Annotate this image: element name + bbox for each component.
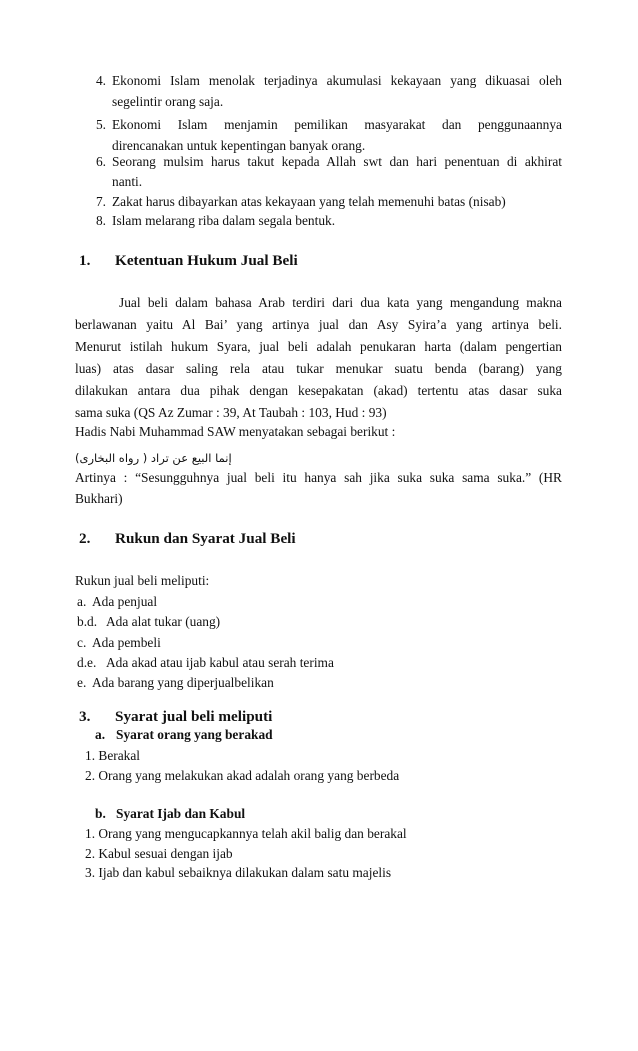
- list-item-number: 8.: [95, 213, 106, 228]
- subsection-label: b.: [95, 806, 106, 821]
- rukun-item-label: c.: [77, 635, 87, 650]
- list-item-line: Seorang mulsim harus takut kepada Allah swt dan hari penentuan di akhirat: [112, 154, 562, 169]
- list-item-line: direncanakan untuk kepentingan banyak orang.: [112, 138, 366, 153]
- syarat-item: 2. Orang yang melakukan akad adalah orang yang berbeda: [85, 768, 400, 783]
- list-item-number: 4.: [95, 73, 106, 88]
- rukun-item-label: d.e.: [77, 655, 97, 670]
- section-title: Rukun dan Syarat Jual Beli: [115, 530, 296, 547]
- list-item-number: 7.: [95, 194, 106, 209]
- list-item-number: 5.: [95, 117, 106, 132]
- rukun-item-text: Ada akad atau ijab kabul atau serah terima: [106, 655, 334, 670]
- paragraph-line: sama suka (QS Az Zumar : 39, At Taubah : 103, Hud : 93): [75, 405, 387, 420]
- syarat-item: 1. Orang yang mengucapkannya telah akil balig dan berakal: [85, 826, 407, 841]
- paragraph-line: berlawanan yaitu Al Bai’ yang artinya jual dan Asy Syira’a yang artinya beli.: [75, 317, 562, 332]
- section-title: Ketentuan Hukum Jual Beli: [115, 252, 298, 269]
- paragraph-line: Jual beli dalam bahasa Arab terdiri dari dua kata yang mengandung makna: [119, 295, 562, 310]
- hadis-intro: Hadis Nabi Muhammad SAW menyatakan sebagai berikut :: [75, 424, 396, 439]
- rukun-item-text: Ada barang yang diperjualbelikan: [92, 675, 274, 690]
- section-number: 2.: [79, 530, 91, 547]
- rukun-intro: Rukun jual beli meliputi:: [75, 573, 210, 588]
- rukun-item-text: Ada pembeli: [92, 635, 161, 650]
- rukun-item-text: Ada penjual: [92, 594, 158, 609]
- rukun-item-label: e.: [77, 675, 87, 690]
- arabic-hadith-text: إنما البيع عن تراد ( رواه البخارى): [75, 451, 232, 465]
- list-item-line: Zakat harus dibayarkan atas kekayaan yang telah memenuhi batas (nisab): [112, 194, 506, 209]
- rukun-item-text: Ada alat tukar (uang): [106, 614, 221, 629]
- subsection-title: Syarat orang yang berakad: [116, 727, 273, 742]
- paragraph-line: luas) atas dasar saling rela atau tukar menukar suatu benda (barang) yang: [75, 361, 562, 376]
- subsection-label: a.: [95, 727, 106, 742]
- list-item-line: Ekonomi Islam menjamin pemilikan masyarakat dan penggunaannya: [112, 117, 562, 132]
- list-item-number: 6.: [95, 154, 106, 169]
- list-item-line: Ekonomi Islam menolak terjadinya akumulasi kekayaan yang dikuasai oleh: [112, 73, 562, 88]
- rukun-item-label: a.: [77, 594, 87, 609]
- section-number: 3.: [79, 708, 91, 725]
- paragraph-line: Menurut istilah hukum Syara, jual beli adalah penukaran harta (dalam pengertian: [75, 339, 562, 354]
- artinya-line: Bukhari): [75, 491, 123, 506]
- syarat-item: 1. Berakal: [85, 748, 141, 763]
- artinya-line: Artinya : “Sesungguhnya jual beli itu hanya sah jika suka suka sama suka.” (HR: [75, 470, 562, 485]
- list-item-line: segelintir orang saja.: [112, 94, 224, 109]
- syarat-item: 3. Ijab dan kabul sebaiknya dilakukan dalam satu majelis: [85, 865, 392, 880]
- rukun-item-label: b.d.: [77, 614, 98, 629]
- paragraph-line: dilakukan antara dua pihak dengan kesepakatan (akad) tertentu atas dasar suka: [75, 383, 562, 398]
- list-item-line: Islam melarang riba dalam segala bentuk.: [112, 213, 336, 228]
- syarat-item: 2. Kabul sesuai dengan ijab: [85, 846, 233, 861]
- subsection-title: Syarat Ijab dan Kabul: [116, 806, 246, 821]
- list-item-line: nanti.: [112, 174, 143, 189]
- section-title: Syarat jual beli meliputi: [115, 708, 273, 725]
- section-number: 1.: [79, 252, 91, 269]
